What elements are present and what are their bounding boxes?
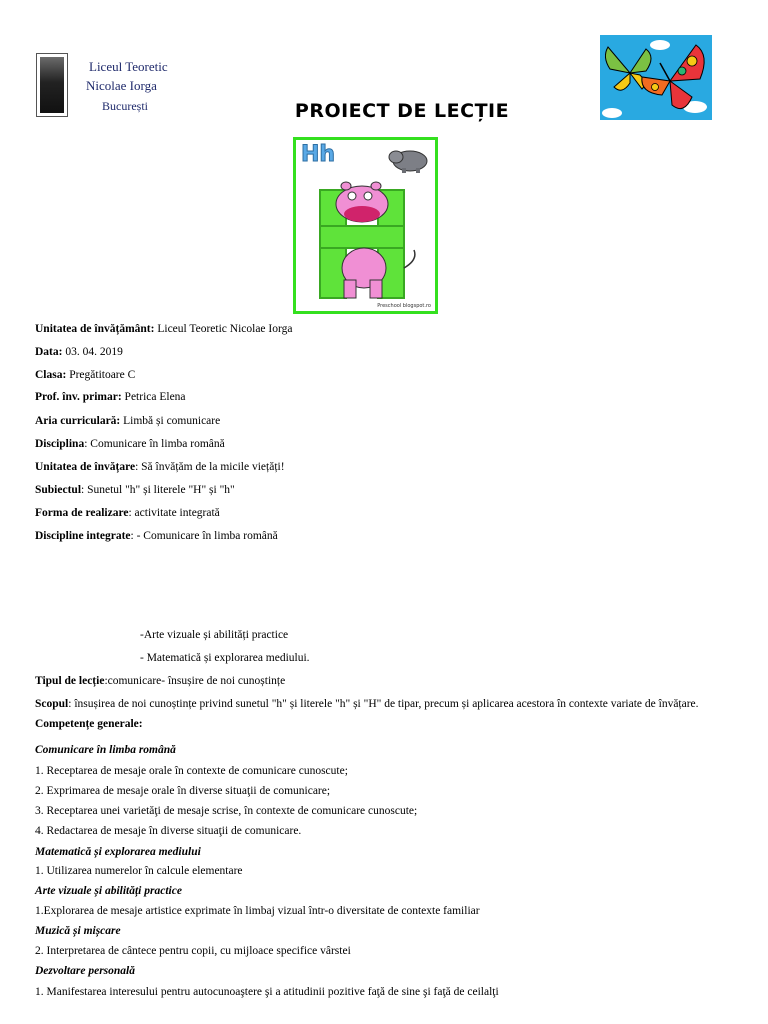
competence-item: 4. Redactarea de mesaje în diverse situaţii de comunicare. [35, 825, 302, 837]
competence-item: 2. Exprimarea de mesaje orale în diverse situaţii de comunicare; [35, 785, 331, 797]
page-title: PROIECT DE LECȚIE [294, 100, 510, 122]
card-letters: Hh [301, 142, 336, 167]
field-unitatea-invatare [35, 460, 285, 474]
field-profesor [35, 390, 186, 404]
letter-h-hippo-image [304, 176, 426, 301]
field-label: Unitatea de învățare [35, 461, 136, 473]
field-value: Petrica Elena [121, 391, 186, 403]
section-heading-arte: Arte vizuale și abilități practice [35, 885, 182, 897]
field-label: Scopul [35, 698, 69, 710]
field-value: 03. 04. 2019 [62, 346, 123, 358]
field-subiectul [35, 483, 235, 497]
field-value: : Sunetul "h" și literele "H" și "h" [81, 484, 235, 496]
competence-item: 1. Utilizarea numerelor în calcule elementare [35, 865, 243, 877]
field-label: Data: [35, 346, 63, 358]
field-value: :comunicare- însușire de noi cunoștințe [104, 675, 286, 687]
field-value: : Să învățăm de la micile viețăți! [135, 461, 285, 473]
field-label: Disciplina [35, 438, 85, 450]
field-value: : activitate integrată [128, 507, 220, 519]
competences-heading-text: Competențe generale: [35, 718, 143, 730]
integrated-discipline-2: -Arte vizuale și abilități practice [140, 629, 289, 641]
small-hippo-icon [388, 144, 430, 174]
logo-line-3: București [102, 99, 148, 113]
logo-line-2: Nicolae Iorga [86, 78, 157, 93]
competence-item: 1.Explorarea de mesaje artistice exprimate în limbaj vizual într-o diversitate de contexte familiar [35, 905, 480, 917]
competence-item: 3. Receptarea unei varietăţi de mesaje scrise, în contexte de comunicare cunoscute; [35, 805, 418, 817]
field-tipul-lectiei [35, 674, 285, 688]
field-value: Limbă și comunicare [120, 415, 221, 427]
logo-line-1: Liceul Teoretic [89, 59, 168, 74]
integrated-discipline-3: - Matematică și explorarea mediului. [140, 652, 310, 664]
section-heading-dezvoltare: Dezvoltare personală [35, 965, 135, 977]
field-value: : însușirea de noi cunoștințe privind sunetul "h" și literele "h" și "H" de tipar, precum și aplicarea acestora în contexte variate de învățare. [68, 698, 699, 710]
field-label: Tipul de lecție [35, 675, 105, 687]
field-clasa [35, 368, 135, 382]
field-label: Discipline integrate [35, 530, 131, 542]
field-label: Forma de realizare [35, 507, 129, 519]
field-unitatea [35, 322, 292, 336]
section-heading-matematica: Matematică și explorarea mediului [35, 846, 201, 858]
field-label: Clasa: [35, 369, 67, 381]
competences-heading [35, 717, 143, 731]
competence-item: 1. Manifestarea interesului pentru autocunoaştere şi a atitudinii pozitive faţă de sine şi faţă de ceilalţi [35, 986, 499, 998]
competence-item: 2. Interpretarea de cântece pentru copii, cu mijloace specifice vârstei [35, 945, 351, 957]
field-forma [35, 506, 220, 520]
field-data [35, 345, 123, 359]
field-disciplina [35, 437, 225, 451]
card-credit: Preschool blogspot.ro [377, 303, 431, 309]
field-value: : Comunicare în limba română [84, 438, 225, 450]
field-aria [35, 414, 220, 428]
competence-item: 1. Receptarea de mesaje orale în contexte de comunicare cunoscute; [35, 765, 348, 777]
letter-h-card [293, 137, 438, 314]
field-value: Liceul Teoretic Nicolae Iorga [154, 323, 293, 335]
section-heading-comunicare: Comunicare în limba română [35, 744, 176, 756]
field-label: Subiectul [35, 484, 82, 496]
field-label: Aria curriculară: [35, 415, 121, 427]
field-scopul [35, 697, 699, 711]
field-value: : - Comunicare în limba română [130, 530, 278, 542]
field-label: Unitatea de învățământ: [35, 323, 155, 335]
field-label: Prof. înv. primar: [35, 391, 122, 403]
field-value: Pregătitoare C [66, 369, 136, 381]
field-discipline-integrate [35, 529, 278, 543]
section-heading-muzica: Muzică și mișcare [35, 925, 121, 937]
